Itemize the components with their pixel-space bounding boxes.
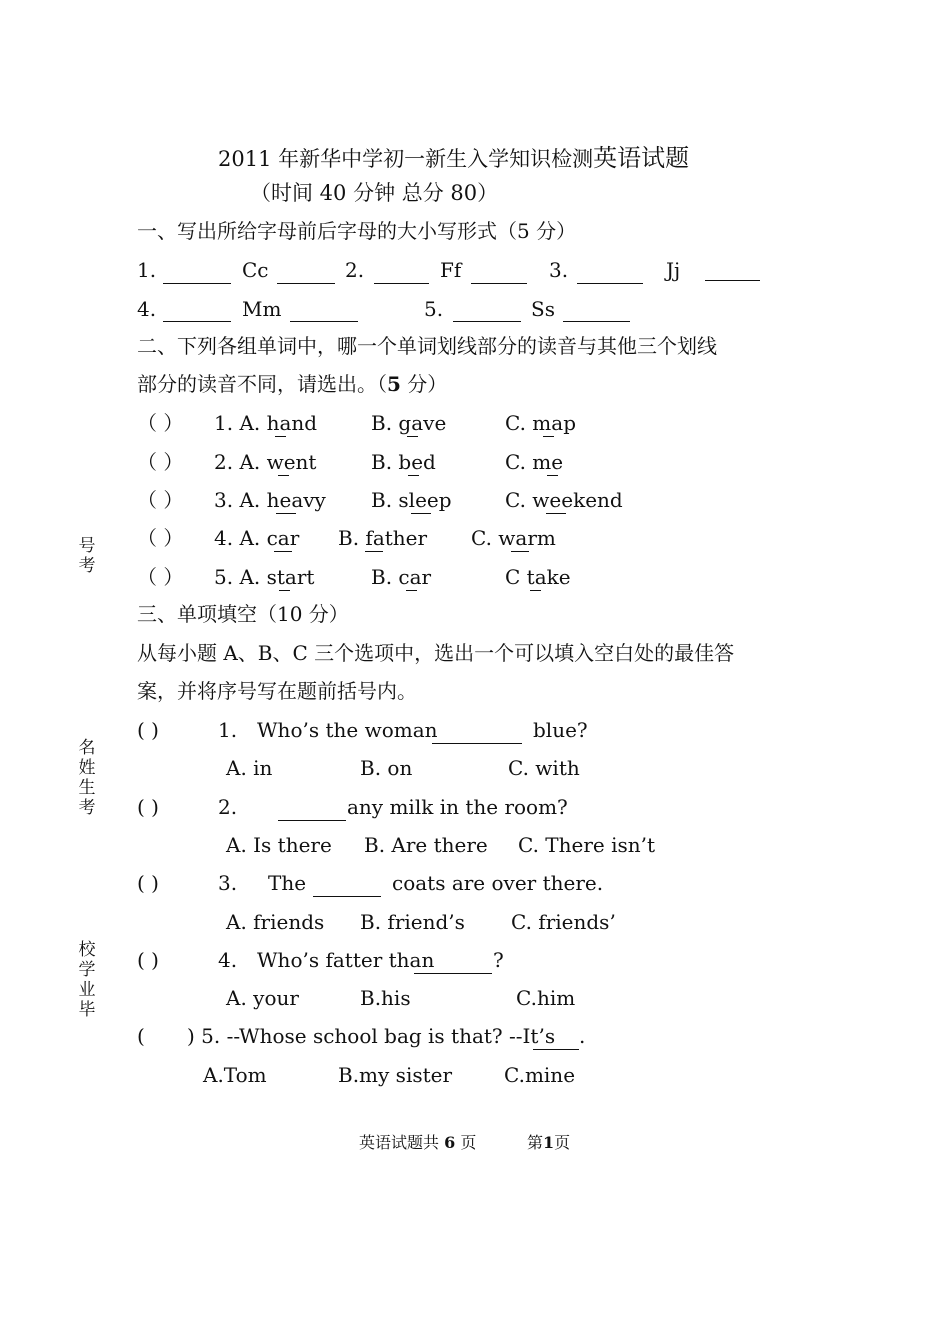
s3-q4-stem-pre: Who’s fatter than (257, 948, 435, 972)
s1-blank-4a (163, 321, 231, 322)
margin-school-label: 校学业毕 (78, 940, 96, 1020)
s3-q4-blank (414, 973, 492, 974)
s2-q1-option-c: C. map (505, 411, 576, 435)
s3-q2-option-b: B. Are there (364, 833, 488, 857)
s1-blank-5b (563, 321, 630, 322)
s3-q5-blank (533, 1049, 579, 1050)
s2-q5-option-a: 5. A. start (214, 565, 315, 589)
underline-mark (408, 475, 419, 476)
s1-item-4-letter: Mm (242, 297, 282, 321)
s3-q1-option-c: C. with (508, 756, 580, 780)
s1-blank-2b (471, 283, 527, 284)
s3-q4-option-b: B.his (360, 986, 411, 1010)
s2-q5-option-b: B. car (371, 565, 432, 589)
s3-q2-option-c: C. There isn’t (518, 833, 656, 857)
s1-item-1-letter: Cc (242, 258, 269, 282)
underline-mark (406, 590, 417, 591)
s2-q1-paren: （ ） (137, 411, 184, 435)
s2-q2-option-a: 2. A. went (214, 450, 317, 474)
margin-student-name-label: 名姓生考 (78, 738, 96, 818)
section3-intro-line1: 从每小题 A、B、C 三个选项中，选出一个可以填入空白处的最佳答 (137, 641, 735, 665)
section3-intro-line2: 案，并将序号写在题前括号内。 (137, 679, 417, 703)
s2-q5-option-c: C take (505, 565, 571, 589)
s1-blank-1a (163, 283, 231, 284)
s3-q2-num: 2. (218, 795, 238, 819)
s3-q3-stem-pre: The (268, 871, 307, 895)
s3-q4-option-a: A. your (226, 986, 299, 1010)
underline-mark (276, 513, 296, 514)
s3-q1-stem-pre: Who’s the woman (257, 718, 438, 742)
s1-blank-3b (705, 280, 760, 281)
s1-blank-4b (290, 321, 358, 322)
s2-q3-option-a: 3. A. heavy (214, 488, 326, 512)
underline-mark (543, 436, 554, 437)
s1-item-2-num: 2. (345, 258, 365, 282)
underline-mark (275, 436, 286, 437)
s3-q5-stem: ) 5. --Whose school bag is that? --It’s (187, 1024, 556, 1048)
s3-q3-option-b: B. friend’s (360, 910, 465, 934)
s2-q3-paren: （ ） (137, 488, 184, 512)
s2-q2-option-c: C. me (505, 450, 564, 474)
s3-q2-stem-post: any milk in the room? (347, 795, 568, 819)
s3-q4-paren: ( ) (137, 948, 159, 972)
s3-q3-paren: ( ) (137, 871, 159, 895)
title-subject: 英语试题 (593, 144, 690, 172)
s2-q4-option-a: 4. A. car (214, 526, 300, 550)
s2-q1-option-a: 1. A. hand (214, 411, 318, 435)
section2-heading-line1: 二、下列各组单词中，哪一个单词划线部分的读音与其他三个划线 (137, 334, 717, 358)
underline-mark (530, 590, 541, 591)
s3-q3-num: 3. (218, 871, 238, 895)
s3-q1-paren: ( ) (137, 718, 159, 742)
s3-q5-paren-open: ( (137, 1024, 145, 1048)
s1-blank-3a (577, 283, 643, 284)
s3-q1-option-a: A. in (226, 756, 273, 780)
s1-item-3-num: 3. (549, 258, 569, 282)
section1-heading: 一、写出所给字母前后字母的大小写形式（5 分） (137, 219, 577, 243)
s3-q5-option-c: C.mine (504, 1063, 576, 1087)
underline-mark (274, 551, 292, 552)
margin-exam-number-label: 号考 (78, 536, 96, 576)
s2-q1-option-b: B. gave (371, 411, 447, 435)
s1-blank-5a (453, 321, 521, 322)
section3-heading: 三、单项填空（10 分） (137, 602, 349, 626)
underline-mark (546, 513, 566, 514)
s1-blank-2a (374, 283, 429, 284)
s2-q5-paren: （ ） (137, 565, 184, 589)
s3-q3-blank (313, 896, 381, 897)
underline-mark (279, 590, 290, 591)
s1-item-5-num: 5. (424, 297, 444, 321)
s3-q1-blank (432, 743, 522, 744)
page-title (218, 146, 689, 170)
s1-blank-1b (277, 283, 335, 284)
page-subtitle: （时间 40 分钟 总分 80） (250, 181, 499, 205)
underline-mark (365, 551, 383, 552)
s2-q4-option-c: C. warm (471, 526, 556, 550)
s1-item-4-num: 4. (137, 297, 157, 321)
underline-mark (407, 436, 418, 437)
s3-q4-option-c: C.him (516, 986, 576, 1010)
s3-q4-num: 4. (218, 948, 238, 972)
s3-q2-option-a: A. Is there (226, 833, 332, 857)
underline-mark (511, 551, 529, 552)
s3-q2-blank (278, 820, 346, 821)
title-main: 2011 年新华中学初一新生入学知识检测 (218, 147, 594, 171)
footer-total-pages: 英语试题共 6 页 (359, 1133, 477, 1152)
s3-q3-option-a: A. friends (226, 910, 325, 934)
s2-q4-option-b: B. father (338, 526, 428, 550)
footer-page-number: 第1页 (527, 1133, 571, 1152)
s1-item-1-num: 1. (137, 258, 157, 282)
s2-q3-option-c: C. weekend (505, 488, 623, 512)
s1-item-5-letter: Ss (531, 297, 555, 321)
s2-q2-paren: （ ） (137, 450, 184, 474)
underline-mark (411, 513, 431, 514)
s3-q4-stem-post: ? (493, 948, 504, 972)
s3-q3-option-c: C. friends’ (511, 910, 616, 934)
underline-mark (278, 475, 289, 476)
section2-heading-line2: 部分的读音不同，请选出。（5 分） (137, 372, 448, 396)
s1-item-2-letter: Ff (440, 258, 462, 282)
underline-mark (547, 475, 558, 476)
s3-q1-num: 1. (218, 718, 238, 742)
s3-q5-option-a: A.Tom (203, 1063, 267, 1087)
s3-q1-stem-post: blue? (533, 718, 588, 742)
s2-q3-option-b: B. sleep (371, 488, 452, 512)
s3-q2-paren: ( ) (137, 795, 159, 819)
s3-q3-stem-post: coats are over there. (392, 871, 604, 895)
s2-q4-paren: （ ） (137, 526, 184, 550)
s1-item-3-letter: Jj (666, 258, 681, 282)
s3-q5-option-b: B.my sister (338, 1063, 453, 1087)
s2-q2-option-b: B. bed (371, 450, 436, 474)
s3-q5-stem-post: . (579, 1024, 586, 1048)
s3-q1-option-b: B. on (360, 756, 413, 780)
